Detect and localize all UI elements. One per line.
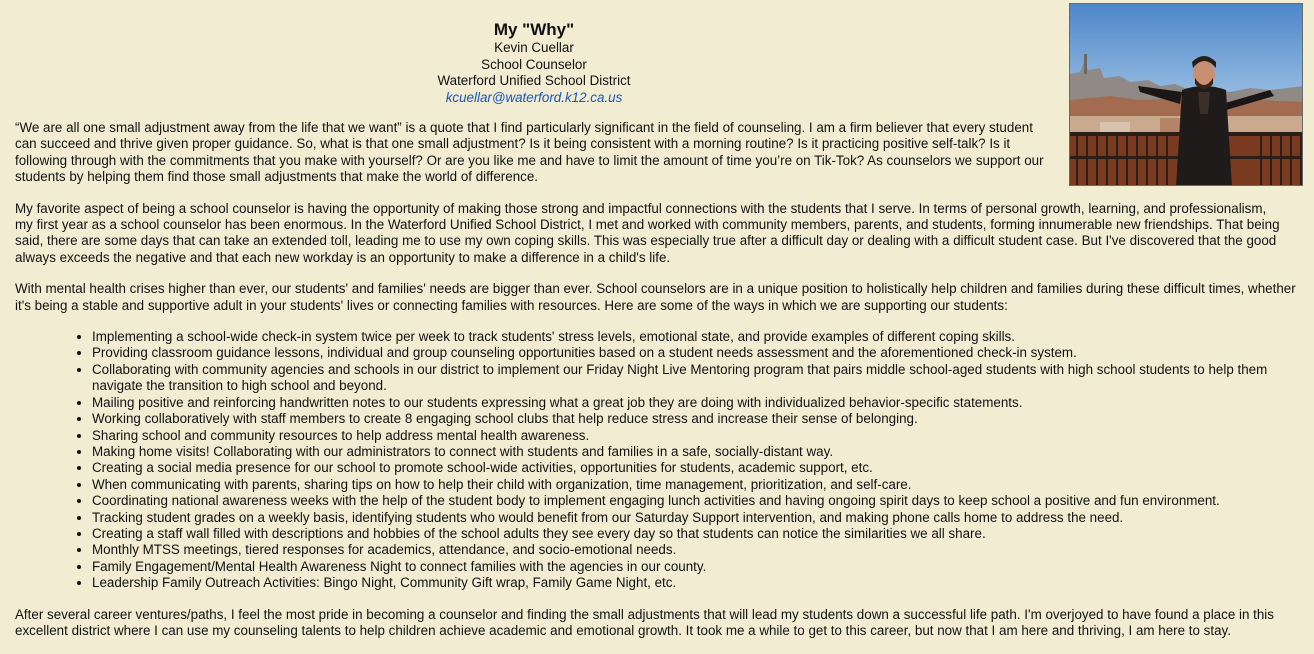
- list-item: • Leadership Family Outreach Activities: Bingo Night, Community Gift wrap, Family Game Night, etc.: [92, 575, 1300, 591]
- page-title: My "Why": [493, 20, 575, 39]
- list-item: • Making home visits! Collaborating with our administrators to connect with students and families in a safe, socially-distant way.: [92, 444, 1300, 460]
- list-item: • Creating a social media presence for our school to promote school-wide activities, opportunities for students, academic support, etc.: [92, 460, 1300, 476]
- list-item: • Tracking student grades on a weekly basis, identifying students who would benefit from our Saturday Support intervention, and making phone calls home to address the need.: [92, 510, 1300, 526]
- list-item: • Monthly MTSS meetings, tiered responses for academics, attendance, and socio-emotional needs.: [92, 542, 1300, 558]
- mental-health-paragraph: With mental health crises higher than ever, our students' and families' needs are bigger than ever. School counselors are in a unique position to holistically help children and families during these difficult times, whether it's being a stable and supportive adult in your students' lives or connecting families with resources. Here are some of the ways in which we are supporting our students:: [15, 281, 1296, 313]
- list-item: • Coordinating national awareness weeks with the help of the student body to implement engaging lunch activities and having ongoing spirit days to keep school a positive and fun environment.: [92, 493, 1300, 509]
- list-item: • Mailing positive and reinforcing handwritten notes to our students expressing what a great job they are doing with individualized behavior-specific statements.: [92, 395, 1300, 411]
- list-item: • Working collaboratively with staff members to create 8 engaging school clubs that help reduce stress and increase their sense of belonging.: [92, 411, 1300, 427]
- list-item: • When communicating with parents, sharing tips on how to help their child with organization, time management, prioritization, and self-care.: [92, 477, 1300, 493]
- author-role: School Counselor: [481, 56, 587, 72]
- list-item: • Family Engagement/Mental Health Awareness Night to connect families with the agencies in our county.: [92, 559, 1300, 575]
- author-district: Waterford Unified School District: [437, 73, 631, 89]
- closing-paragraph: After several career ventures/paths, I feel the most pride in becoming a counselor and finding the small adjustments that will lead my students down a successful life path. I'm overjoyed to have found a place in this excellent district where I can use my counseling talents to help children achieve academic and emotional growth. It took me a while to get to this career, but now that I am here and thriving, I am here to stay.: [15, 606, 1274, 638]
- list-item: • Collaborating with community agencies and schools in our district to implement our Friday Night Live Mentoring program that pairs middle school-aged students with high school students to help them navigate the transition to high school and beyond.: [92, 362, 1300, 395]
- list-item: • Sharing school and community resources to help address mental health awareness.: [92, 428, 1300, 444]
- email-link[interactable]: kcuellar@waterford.k12.ca.us: [445, 89, 623, 105]
- page-header: [0, 20, 1068, 106]
- article-body: [15, 120, 1300, 654]
- favorite-aspect-paragraph: My favorite aspect of being a school counselor is having the opportunity of making those strong and impactful connections with the students that I serve. In terms of personal growth, learning, and professionalism, my first year as a school counselor has been enormous. In the Waterford Unified School District, I met and worked with community members, parents, and students, forming innumerable new friendships. That being said, there are some days that can take an extended toll, leading me to use my own coping skills. This was especially true after a difficult day or dealing with a difficult student case. But I've discovered that the good always exceeds the negative and that each new workday is an opportunity to make a difference in a child's life.: [15, 200, 1280, 265]
- list-item: • Providing classroom guidance lessons, individual and group counseling opportunities based on a student needs assessment and the aforementioned check-in system.: [92, 345, 1300, 361]
- list-item: • Implementing a school-wide check-in system twice per week to track students' stress levels, emotional state, and provide examples of different coping skills.: [92, 329, 1300, 345]
- list-item: • Creating a staff wall filled with descriptions and hobbies of the school adults they see every day so that students can notice the similarities we all share.: [92, 526, 1300, 542]
- support-list: [15, 329, 1300, 592]
- intro-paragraph: “We are all one small adjustment away from the life that we want” is a quote that I find particularly significant in the field of counseling. I am a firm believer that every student can succeed and thrive given proper guidance. So, what is that one small adjustment? Is it being consistent with a morning routine? Is it practicing positive self-talk? Is it following through with the commitments that you make with yourself? Or are you like me and have to limit the amount of time you’re on Tik-Tok? As counselors we support our students by helping them find those small adjustments that make the world of difference.: [15, 120, 1044, 185]
- author-name: Kevin Cuellar: [494, 40, 574, 55]
